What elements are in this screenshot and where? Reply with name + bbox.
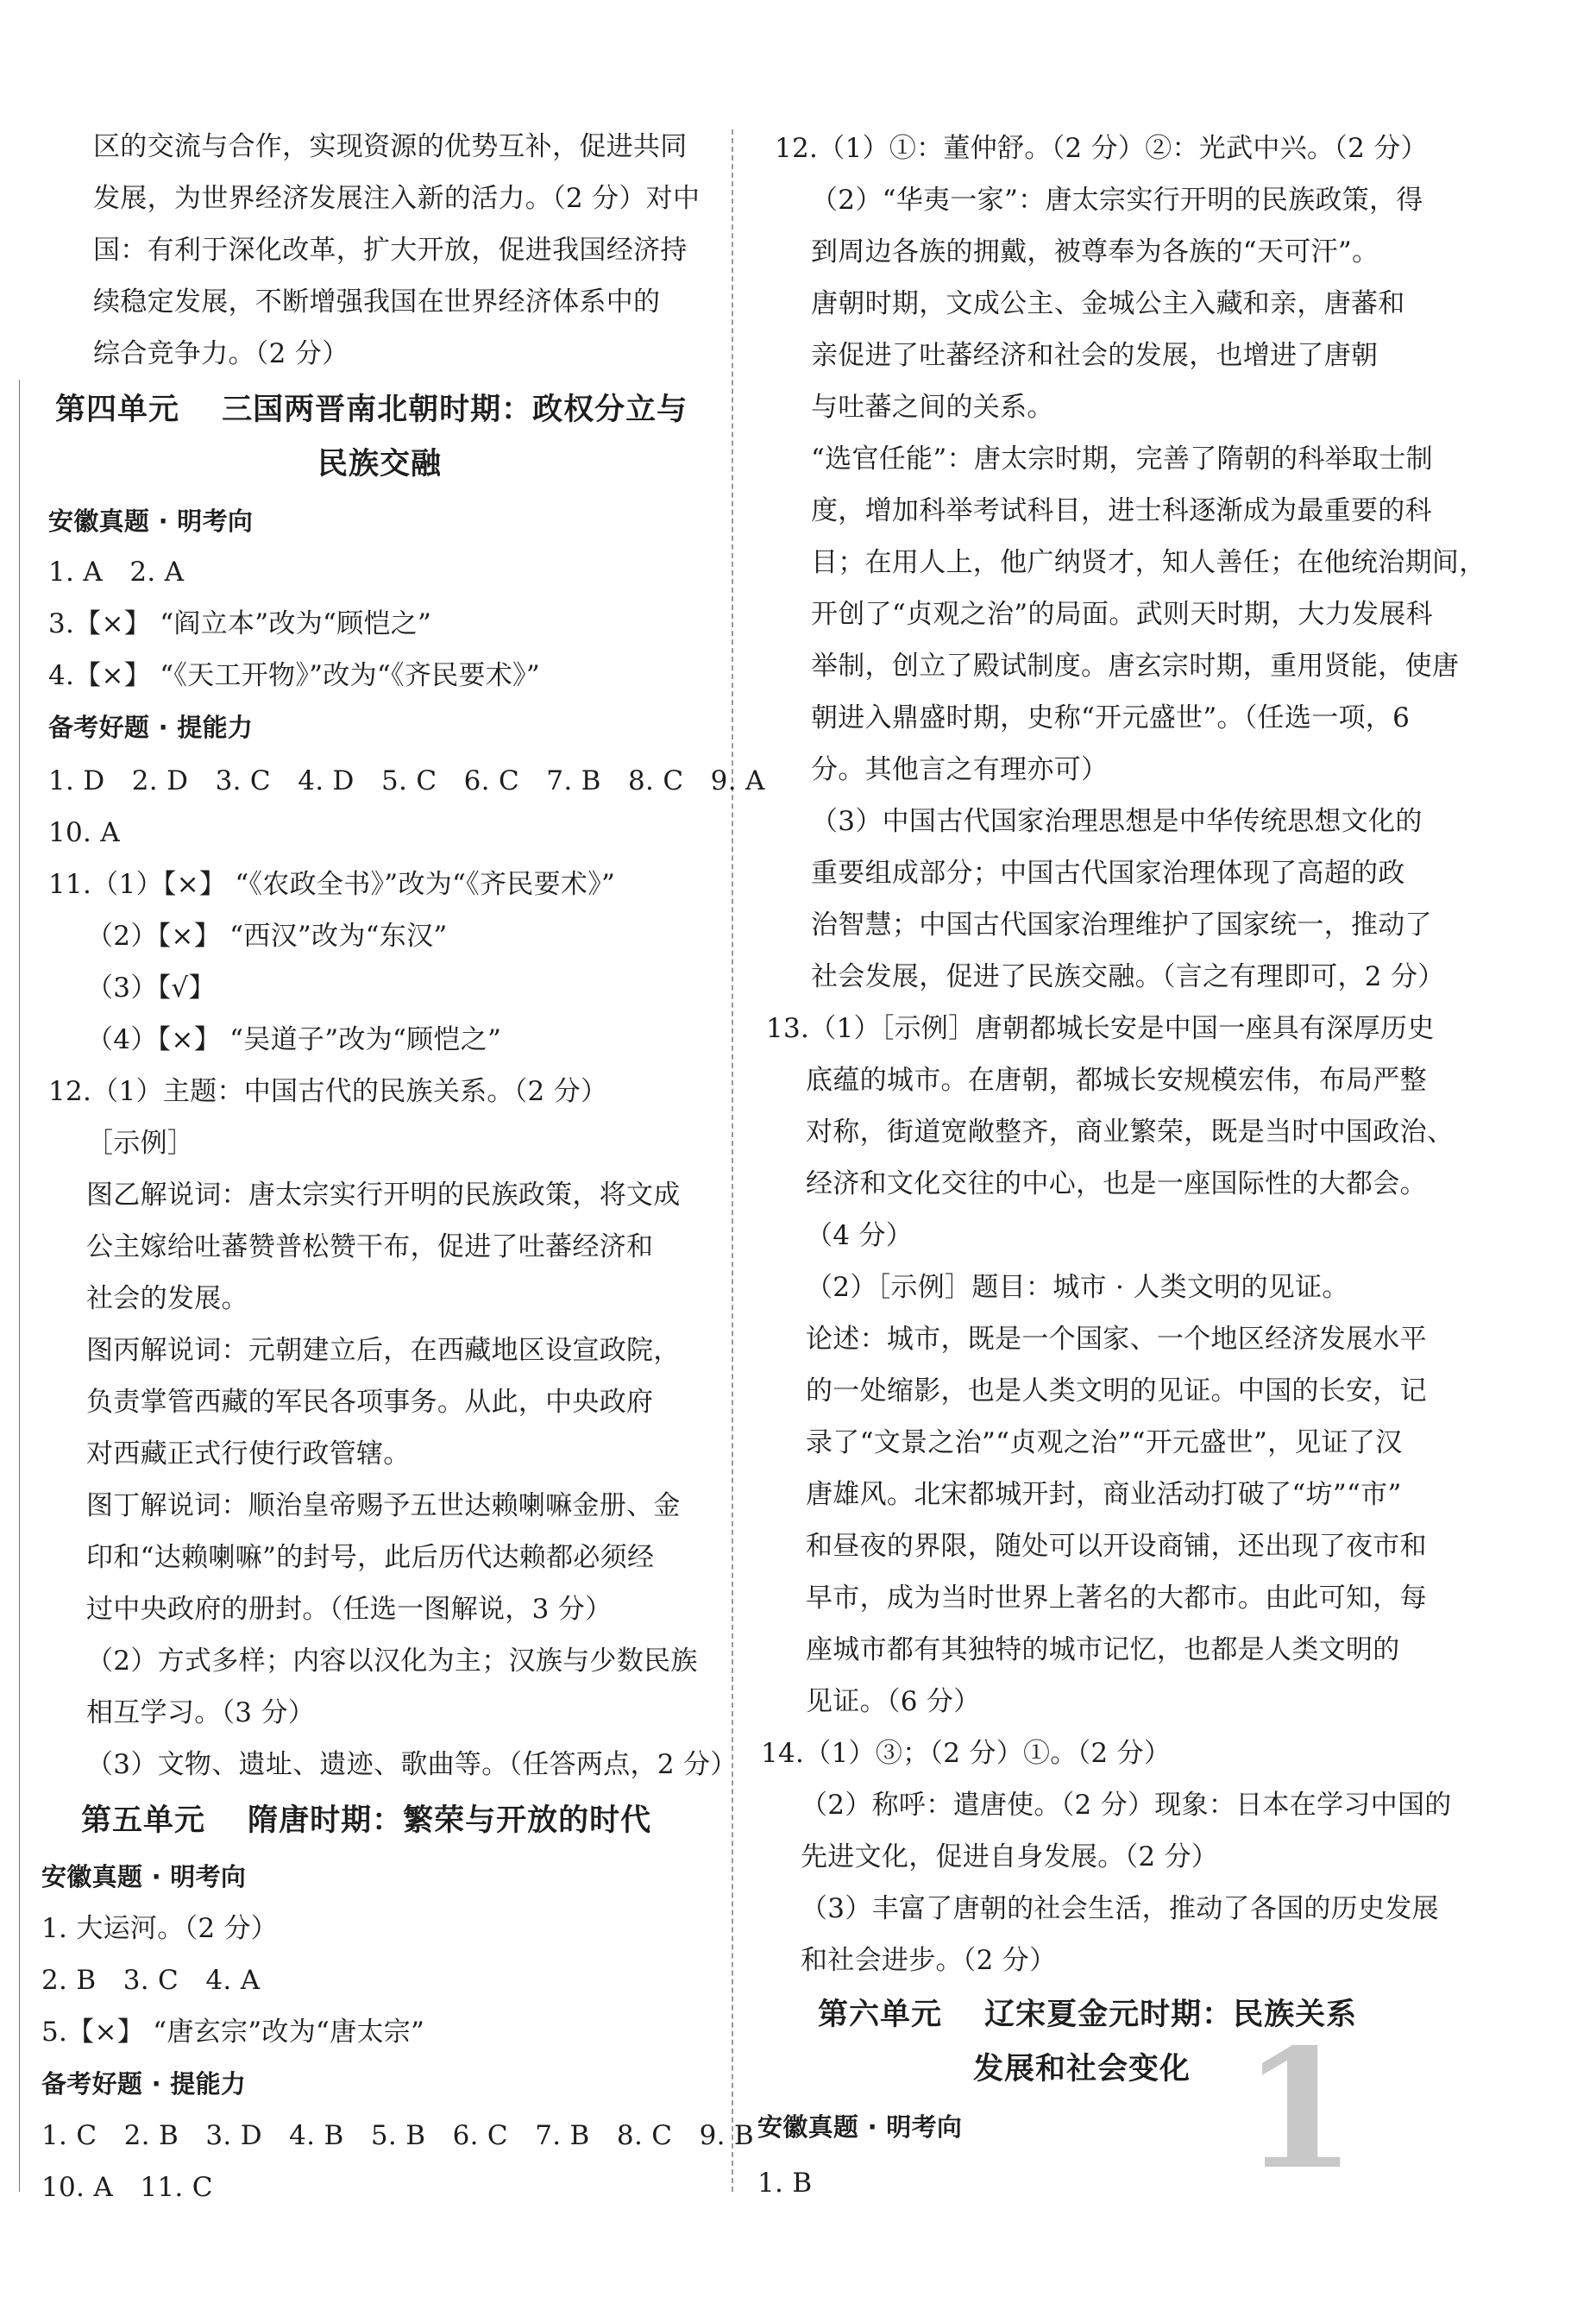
answer-line: 社会的发展。	[86, 1283, 248, 1314]
section-subheading: 备考好题 · 提能力	[48, 713, 254, 742]
answer-line: 图乙解说词：唐太宗实行开明的民族政策，将文成	[86, 1180, 681, 1211]
answer-line: 国：有利于深化改革，扩大开放，促进我国经济持	[93, 235, 688, 266]
answer-line: 举制，创立了殿试制度。唐玄宗时期，重用贤能，使唐	[811, 651, 1460, 682]
answer-line: 3.【×】 “阎立本”改为“顾恺之”	[48, 608, 432, 639]
answer-line: ［示例］	[86, 1128, 195, 1159]
answer-line: 综合竞争力。（2 分）	[93, 338, 349, 369]
answer-line: 和昼夜的界限，随处可以开设商铺，还出现了夜市和	[806, 1531, 1427, 1562]
answer-line: （3）【√】	[86, 972, 216, 1004]
answer-line: 1. A 2. A	[48, 557, 185, 588]
answer-line: （2）【×】 “西汉”改为“东汉”	[86, 921, 448, 952]
answer-line: 开创了“贞观之治”的局面。武则天时期，大力发展科	[811, 599, 1433, 630]
answer-line: 录了“文景之治”“贞观之治”“开元盛世”，见证了汉	[806, 1427, 1403, 1458]
answer-line: 座城市都有其独特的城市记忆，也都是人类文明的	[806, 1634, 1400, 1665]
answer-line: 续稳定发展，不断增强我国在世界经济体系中的	[93, 286, 661, 318]
answer-line: 的一处缩影，也是人类文明的见证。中国的长安，记	[806, 1375, 1427, 1407]
section-subheading: 安徽真题 · 明考向	[48, 507, 254, 536]
answer-line: （3）中国古代国家治理思想是中华传统思想文化的	[811, 806, 1423, 837]
answer-line: 先进文化，促进自身发展。（2 分）	[801, 1841, 1219, 1872]
answer-line: （3）丰富了唐朝的社会生活，推动了各国的历史发展	[801, 1893, 1439, 1924]
answer-line: 目；在用人上，他广纳贤才，知人善任；在他统治期间，	[811, 547, 1486, 578]
answer-line: 印和“达赖喇嘛”的封号，此后历代达赖都必须经	[86, 1542, 655, 1573]
section-subheading: 备考好题 · 提能力	[41, 2069, 247, 2099]
answer-line: 相互学习。（3 分）	[86, 1697, 316, 1728]
unit-heading: 民族交融	[317, 447, 443, 481]
answer-line: 13.（1）［示例］唐朝都城长安是中国一座具有深厚历史	[766, 1013, 1435, 1044]
unit-heading: 第五单元 隋唐时期：繁荣与开放的时代	[81, 1803, 652, 1838]
answer-line: 图丁解说词：顺治皇帝赐予五世达赖喇嘛金册、金	[86, 1490, 681, 1521]
answer-line: 度，增加科举考试科目，进士科逐渐成为最重要的科	[811, 495, 1432, 526]
answer-line: 重要组成部分；中国古代国家治理体现了高超的政	[811, 858, 1405, 889]
answer-line: 11.（1）【×】 “《农政全书》”改为“《齐民要术》”	[48, 869, 616, 900]
answer-line: 亲促进了吐蕃经济和社会的发展，也增进了唐朝	[811, 340, 1379, 371]
answer-line: 对西藏正式行使行政管辖。	[86, 1438, 411, 1469]
answer-line: 分。其他言之有理亦可）	[811, 754, 1109, 785]
answer-line: （2）［示例］题目：城市 · 人类文明的见证。	[806, 1272, 1349, 1303]
unit-heading: 第六单元 辽宋夏金元时期：民族关系	[818, 1998, 1358, 2032]
answer-line: 唐雄风。北宋都城开封，商业活动打破了“坊”“市”	[806, 1479, 1402, 1510]
answer-line: 5.【×】 “唐玄宗”改为“唐太宗”	[41, 2017, 425, 2048]
answer-line: 1. D 2. D 3. C 4. D 5. C 6. C 7. B 8. C 9. A	[48, 765, 765, 796]
answer-line: 经济和文化交往的中心，也是一座国际性的大都会。	[806, 1168, 1427, 1199]
answer-line: 和社会进步。（2 分）	[801, 1945, 1057, 1976]
answer-line: （4 分）	[806, 1220, 914, 1251]
answer-line: 与吐蕃之间的关系。	[811, 392, 1054, 423]
answer-line: 过中央政府的册封。（任选一图解说，3 分）	[86, 1594, 613, 1625]
answer-line: 10. A	[48, 817, 121, 848]
answer-line: 1. 大运河。（2 分）	[41, 1913, 279, 1944]
answer-line: 早市，成为当时世界上著名的大都市。由此可知，每	[806, 1583, 1427, 1614]
section-subheading: 安徽真题 · 明考向	[41, 1862, 247, 1891]
page-number: 1	[1242, 2013, 1357, 2206]
answer-line: （3）文物、遗址、遗迹、歌曲等。（任答两点，2 分）	[86, 1749, 738, 1780]
answer-line: 14.（1）③；（2 分）①。（2 分）	[761, 1738, 1172, 1769]
answer-line: 到周边各族的拥戴，被尊奉为各族的“天可汗”。	[811, 236, 1379, 267]
answer-line: 底蕴的城市。在唐朝，都城长安规模宏伟，布局严整	[806, 1065, 1427, 1096]
unit-heading: 第四单元 三国两晋南北朝时期：政权分立与	[55, 393, 688, 427]
answer-line: 发展，为世界经济发展注入新的活力。（2 分）对中	[93, 183, 701, 214]
answer-line: 唐朝时期，文成公主、金城公主入藏和亲，唐蕃和	[811, 288, 1405, 319]
answer-line: 对称，街道宽敞整齐，商业繁荣，既是当时中国政治、	[806, 1117, 1455, 1148]
answer-line: （4）【×】 “吴道子”改为“顾恺之”	[86, 1024, 502, 1055]
answer-line: 1. C 2. B 3. D 4. B 5. B 6. C 7. B 8. C 9. B	[41, 2120, 754, 2151]
answer-line: 4.【×】 “《天工开物》”改为“《齐民要术》”	[48, 660, 540, 691]
answer-line: 负责掌管西藏的军民各项事务。从此，中央政府	[86, 1387, 654, 1418]
answer-line: 12.（1）主题：中国古代的民族关系。（2 分）	[48, 1076, 608, 1107]
left-margin-rule	[19, 380, 20, 2192]
answer-line: 论述：城市，既是一个国家、一个地区经济发展水平	[806, 1324, 1427, 1355]
answer-line: 见证。（6 分）	[806, 1686, 981, 1717]
answer-line: （2）称呼：遣唐使。（2 分）现象：日本在学习中国的	[801, 1790, 1452, 1821]
answer-line: 区的交流与合作，实现资源的优势互补，促进共同	[93, 131, 688, 162]
answer-line: 1. B	[757, 2168, 813, 2199]
unit-heading: 发展和社会变化	[973, 2052, 1191, 2086]
answer-line: （2）方式多样；内容以汉化为主；汉族与少数民族	[86, 1646, 698, 1677]
answer-line: 治智慧；中国古代国家治理维护了国家统一，推动了	[811, 909, 1432, 941]
answer-line: 10. A 11. C	[41, 2172, 213, 2203]
answer-line: 2. B 3. C 4. A	[41, 1965, 261, 1996]
answer-line: （2）“华夷一家”：唐太宗实行开明的民族政策，得	[811, 185, 1423, 216]
answer-line: “选官任能”：唐太宗时期，完善了隋朝的科举取士制	[811, 444, 1433, 475]
answer-line: 公主嫁给吐蕃赞普松赞干布，促进了吐蕃经济和	[86, 1231, 654, 1262]
answer-line: 社会发展，促进了民族交融。（言之有理即可，2 分）	[811, 961, 1445, 992]
answer-line: 图丙解说词：元朝建立后，在西藏地区设宣政院，	[86, 1335, 681, 1366]
answer-line: 12.（1）①：董仲舒。（2 分）②：光武中兴。（2 分）	[775, 133, 1428, 164]
column-divider	[732, 129, 733, 2192]
answer-line: 朝进入鼎盛时期，史称“开元盛世”。（任选一项，6	[811, 702, 1411, 733]
section-subheading: 安徽真题 · 明考向	[757, 2112, 963, 2142]
